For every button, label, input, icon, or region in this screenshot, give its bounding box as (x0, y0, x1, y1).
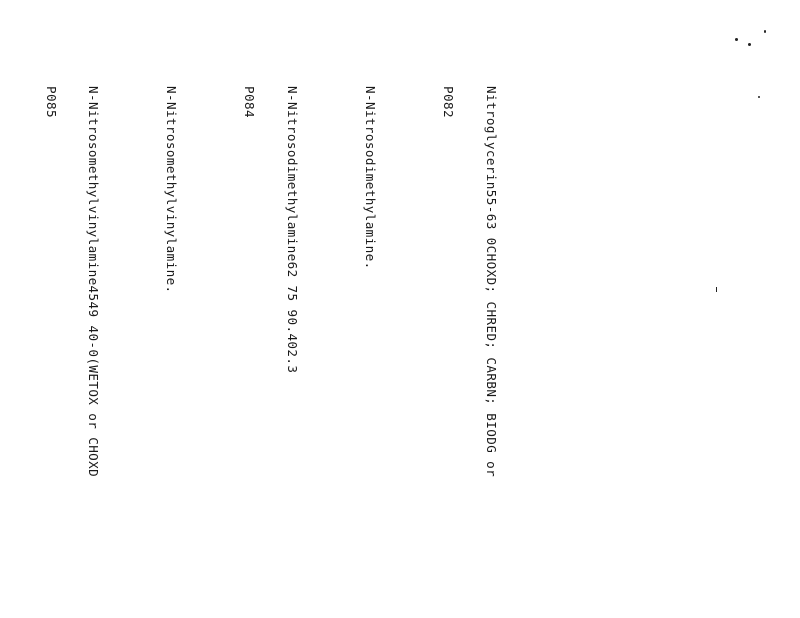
scan-speck (758, 96, 760, 98)
rotated-document-text (0, 86, 526, 618)
scan-speck (764, 30, 766, 33)
doc-line: N-Nitrosomethylvinylamine4549 40-0(WETOX or CHOXD (86, 86, 102, 478)
scan-speck (735, 38, 738, 41)
doc-line: P085 (43, 86, 59, 118)
doc-line: N-Nitrosodimethylamine. (363, 86, 378, 270)
doc-line: P084 (242, 86, 258, 118)
scan-speck (716, 287, 717, 292)
doc-line: P082 (441, 86, 456, 118)
doc-line: N-Nitrosomethylvinylamine. (164, 86, 180, 294)
doc-line: N-Nitrosodimethylamine62 75 90.402.3 (285, 86, 300, 374)
scan-speck (748, 43, 751, 46)
doc-line: Nitroglycerin55-63 0CHOXD; CHRED; CARBN; BIODG or (483, 86, 499, 478)
